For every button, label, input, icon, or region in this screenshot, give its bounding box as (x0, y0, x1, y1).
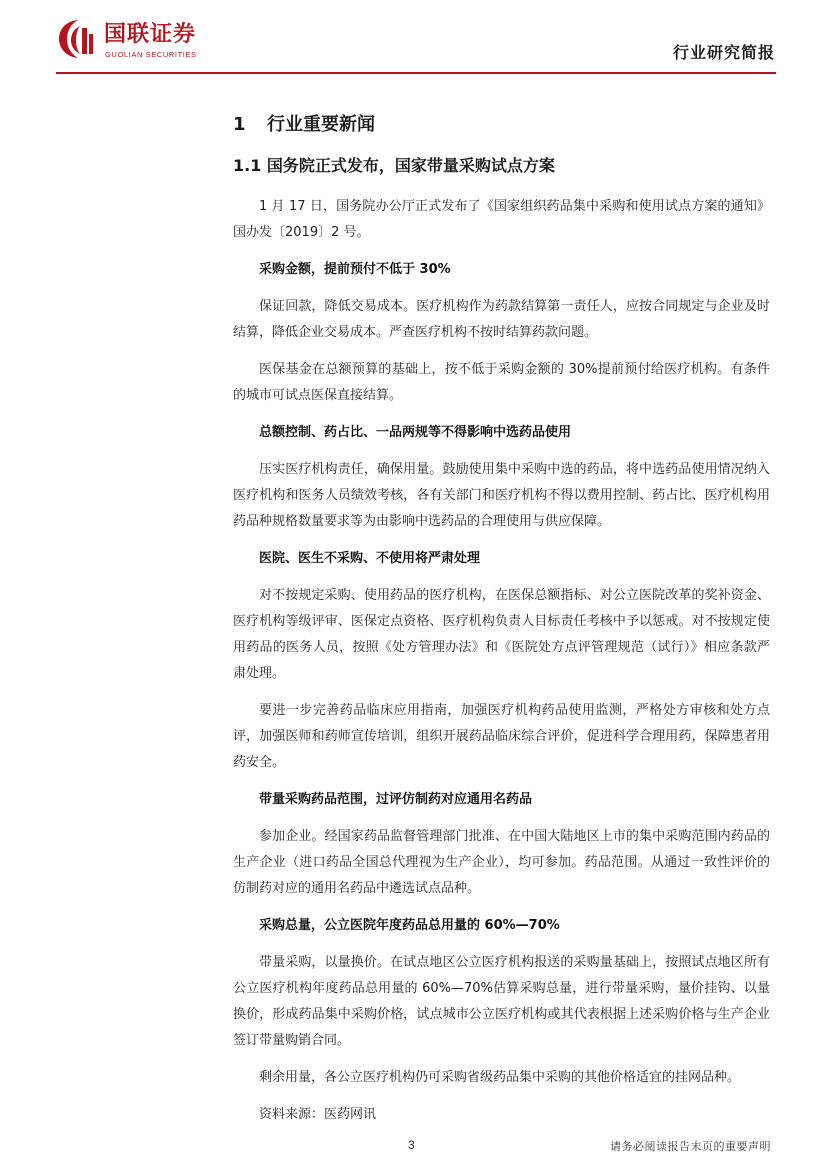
header-divider (56, 72, 776, 74)
logo-chinese-name: 国联证券 (104, 22, 197, 47)
paragraph: 1 月 17 日，国务院办公厅正式发布了《国家组织药品集中采购和使用试点方案的通知》国办发〔2019〕2 号。 (233, 199, 770, 240)
paragraph: 参加企业。经国家药品监督管理部门批准、在中国大陆地区上市的集中采购范围内药品的生产企业（进口药品全国总代理视为生产企业），均可参加。药品范围。从通过一致性评价的仿制药对应的通用名药品中遴选试点品种。 (233, 829, 770, 896)
paragraph: 剩余用量，各公立医疗机构仍可采购省级药品集中采购的其他价格适宜的挂网品种。 (259, 1070, 741, 1085)
section-title: 行业重要新闻 (267, 114, 375, 135)
paragraph: 带量采购，以量换价。在试点地区公立医疗机构报送的采购量基础上，按照试点地区所有公立医疗机构年度药品总用量的 60%—70%估算采购总量，进行带量采购，量价挂钩、以量换价，形成药品集中采购价格，试点城市公立医疗机构或其代表根据上述采购价格与生产企业签订带量购销合同。 (233, 955, 770, 1048)
section-heading-1 (233, 110, 375, 136)
paragraph: 对不按规定采购、使用药品的医疗机构，在医保总额指标、对公立医院改革的奖补资金、医疗机构等级评审、医保定点资格、医疗机构负责人目标责任考核中予以惩戒。对不按规定使用药品的医务人员，按照《处方管理办法》和《医院处方点评管理规范（试行）》相应条款严肃处理。 (233, 588, 770, 681)
paragraph: 要进一步完善药品临床应用指南，加强医疗机构药品使用监测，严格处方审核和处方点评，加强医师和药师宣传培训，组织开展药品临床综合评价，促进科学合理用药，保障患者用药安全。 (233, 703, 770, 770)
source-note: 资料来源：医药网讯 (259, 1107, 377, 1122)
paragraph: 保证回款，降低交易成本。医疗机构作为药款结算第一责任人，应按合同规定与企业及时结算，降低企业交易成本。严查医疗机构不按时结算药款问题。 (233, 299, 770, 340)
paragraph: 压实医疗机构责任，确保用量。鼓励使用集中采购中选的药品，将中选药品使用情况纳入医疗机构和医务人员绩效考核，各有关部门和医疗机构不得以费用控制、药占比、医疗机构用药品种规格数量要求等为由影响中选药品的合理使用与供应保障。 (233, 462, 770, 529)
guolian-logo-icon (56, 18, 96, 60)
bold-subheading: 带量采购药品范围，过评仿制药对应通用名药品 (259, 792, 533, 807)
bold-subheading: 总额控制、药占比、一品两规等不得影响中选药品使用 (259, 425, 572, 440)
footer-disclaimer: 请务必阅读报告末页的重要声明 (610, 1140, 771, 1153)
bold-subheading: 采购总量，公立医院年度药品总用量的 60%—70% (259, 918, 560, 933)
section-number: 1 (233, 114, 246, 135)
bold-subheading: 医院、医生不采购、不使用将严肃处理 (259, 551, 481, 566)
subsection-heading-1-1: 1.1 国务院正式发布，国家带量采购试点方案 (233, 156, 555, 175)
logo-english-name: GUOLIAN SECURITIES (105, 50, 197, 59)
page-header (0, 0, 827, 72)
paragraph: 医保基金在总额预算的基础上，按不低于采购金额的 30%提前预付给医疗机构。有条件的城市可试点医保直接结算。 (233, 362, 770, 403)
bold-subheading: 采购金额，提前预付不低于 30% (259, 262, 451, 277)
article-body (233, 194, 770, 1128)
page-number: 3 (408, 1138, 415, 1152)
report-type-label: 行业研究简报 (672, 43, 775, 62)
